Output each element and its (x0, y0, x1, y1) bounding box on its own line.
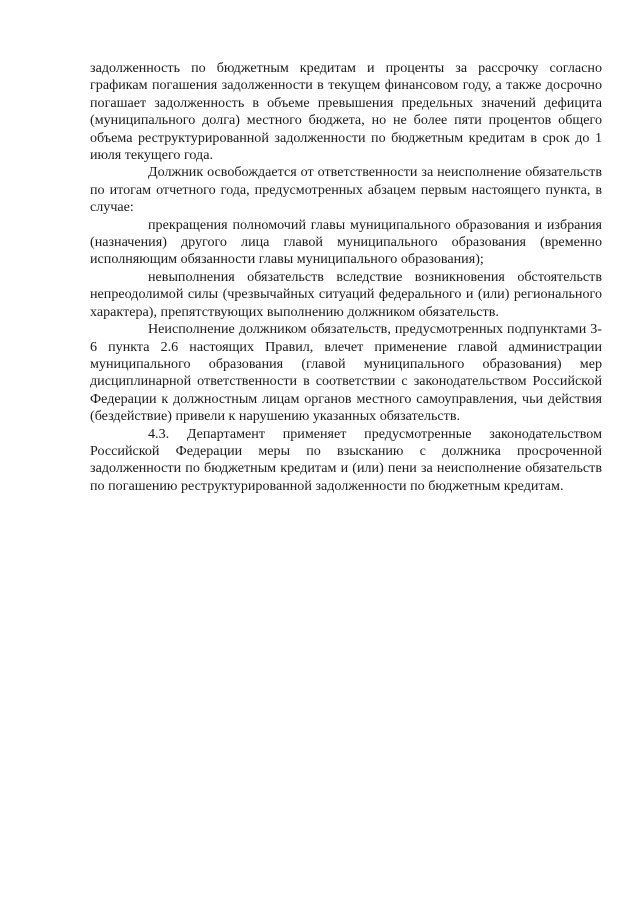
document-page (90, 60, 602, 495)
paragraph-liability-exemption: Должник освобождается от ответственности за неисполнение обязательств по итогам отчетного года, предусмотренных абзацем первым настоящего пункта, в случае: (90, 164, 602, 216)
paragraph-disciplinary-measures: Неисполнение должником обязательств, предусмотренных подпунктами 3-6 пункта 2.6 настоящих Правил, влечет применение главой администрации муниципального образования (главой муниципального образования) мер дисциплинарной ответственности в соответствии с законодательством Российской Федерации к должностным лицам органов местного самоуправления, чьи действия (бездействие) привели к нарушению указанных обязательств. (90, 321, 602, 425)
paragraph-force-majeure: невыполнения обязательств вследствие возникновения обстоятельств непреодолимой силы (чрезвычайных ситуаций федерального и (или) регионального характера), препятствующих выполнению должником обязательств. (90, 268, 602, 320)
paragraph-debt-repayment: задолженность по бюджетным кредитам и проценты за рассрочку согласно графикам погашения задолженности в текущем финансовом году, а также досрочно погашает задолженность в объеме превышения предельных значений дефицита (муниципального долга) местного бюджета, но не более пяти процентов общего объема реструктурированной задолженности по бюджетным кредитам в срок до 1 июля текущего года. (90, 60, 602, 164)
paragraph-termination-of-powers: прекращения полномочий главы муниципального образования и избрания (назначения) другого лица главой муниципального образования (временно исполняющим обязанности главы муниципального образования); (90, 216, 602, 268)
paragraph-section-4-3: 4.3. Департамент применяет предусмотренные законодательством Российской Федерации меры по взысканию с должника просроченной задолженности по бюджетным кредитам и (или) пени за неисполнение обязательств по погашению реструктурированной задолженности по бюджетным кредитам. (90, 425, 602, 494)
